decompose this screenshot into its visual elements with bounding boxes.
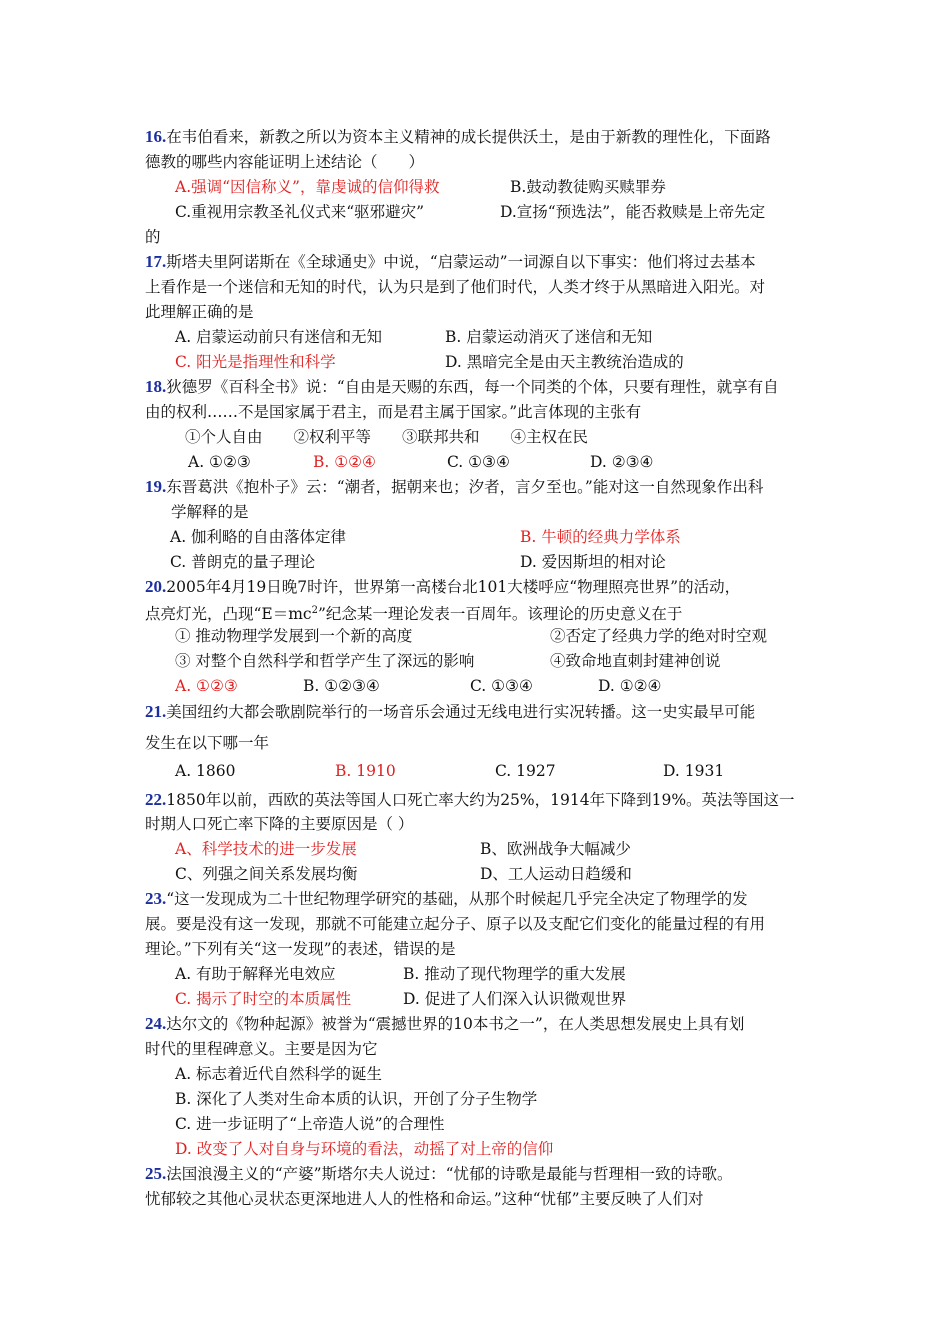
q18-items: ①个人自由 ②权利平等 ③联邦共和 ④主权在民 (185, 428, 589, 446)
q24-line1 (145, 1014, 744, 1034)
q25-number: 25. (145, 1164, 167, 1183)
q20-stem-2a: 点亮灯光，凸现“E＝mc (145, 605, 312, 624)
q19-stem-2: 学解释的是 (171, 503, 249, 521)
q18-line1 (145, 377, 779, 397)
q17-stem-3: 此理解正确的是 (145, 303, 254, 321)
q16-stem-2: 德教的哪些内容能证明上述结论（ ） (145, 153, 425, 171)
q19-option-d: D. 爱因斯坦的相对论 (520, 553, 666, 571)
q24-option-d: D. 改变了人对自身与环境的看法，动摇了对上帝的信仰 (175, 1140, 554, 1158)
q21-stem-1: 美国纽约大都会歌剧院举行的一场音乐会通过无线电进行实况转播。这一史实最早可能 (166, 703, 756, 721)
q19-stem-1: 东晋葛洪《抱朴子》云：“潮者，据朝来也；汐者，言夕至也。”能对这一自然现象作出科 (166, 478, 764, 496)
q20-option-d: D. ①②④ (598, 677, 662, 695)
q20-option-a: A. ①②③ (175, 677, 238, 695)
q19-option-a: A. 伽利略的自由落体定律 (170, 528, 347, 546)
q20-line2 (145, 601, 682, 624)
q17-option-b: B. 启蒙运动消灭了迷信和无知 (445, 328, 653, 346)
q24-number: 24. (145, 1014, 167, 1033)
q20-item-3: ③ 对整个自然科学和哲学产生了深远的影响 (175, 652, 475, 670)
q20-superscript: 2 (311, 605, 318, 616)
q23-line1 (145, 889, 748, 909)
q17-option-d: D. 黑暗完全是由天主教统治造成的 (445, 353, 684, 371)
q23-stem-2: 展。要是没有这一发现，那就不可能建立起分子、原子以及支配它们变化的能量过程的有用 (145, 915, 766, 933)
q17-option-a: A. 启蒙运动前只有迷信和无知 (175, 328, 383, 346)
q23-option-b: B. 推动了现代物理学的重大发展 (403, 965, 626, 983)
q17-stem-2: 上看作是一个迷信和无知的时代，认为只是到了他们时代，人类才终于从黑暗进入阳光。对 (145, 278, 766, 296)
q22-option-a: A、科学技术的进一步发展 (175, 840, 357, 858)
q19-option-c: C. 普朗克的量子理论 (170, 553, 316, 571)
q24-option-a: A. 标志着近代自然科学的诞生 (175, 1065, 383, 1083)
q24-option-b: B. 深化了人类对生命本质的认识，开创了分子生物学 (175, 1090, 538, 1108)
q21-option-b: B. 1910 (335, 762, 396, 780)
q19-line1 (145, 477, 763, 497)
q21-option-c: C. 1927 (495, 762, 556, 780)
q17-option-c: C. 阳光是指理性和科学 (175, 353, 336, 371)
q19-number: 19. (145, 477, 167, 496)
q22-option-c: C、列强之间关系发展均衡 (175, 865, 358, 883)
q21-option-d: D. 1931 (663, 762, 725, 780)
q16-line1 (145, 127, 771, 147)
q19-option-b: B. 牛顿的经典力学体系 (520, 528, 681, 546)
q23-stem-3: 理论。”下列有关“这一发现”的表述，错误的是 (145, 940, 456, 958)
q17-line1 (145, 252, 756, 272)
q20-line1 (145, 577, 740, 597)
q21-option-a: A. 1860 (175, 762, 236, 780)
q17-number: 17. (145, 252, 167, 271)
q22-line1 (145, 790, 795, 810)
q20-option-c: C. ①③④ (470, 677, 533, 695)
q24-stem-1: 达尔文的《物种起源》被誉为“震撼世界的10本书之一”，在人类思想发展史上具有划 (166, 1015, 745, 1033)
q20-stem-2b: ”纪念某一理论发表一百周年。该理论的历史意义在于 (318, 605, 683, 624)
q23-option-d: D. 促进了人们深入认识微观世界 (403, 990, 627, 1008)
q18-option-a: A. ①②③ (188, 453, 251, 471)
q18-option-b: B. ①②④ (313, 453, 376, 471)
q22-stem-2: 时期人口死亡率下降的主要原因是（ ） (145, 815, 414, 833)
q23-number: 23. (145, 889, 167, 908)
q22-option-b: B、欧洲战争大幅减少 (480, 840, 631, 858)
q20-stem-1: 2005年4月19日晚7时许，世界第一高楼台北101大楼呼应“物理照亮世界”的活动， (166, 578, 741, 596)
q16-option-d-cont: 的 (145, 228, 161, 246)
q23-option-a: A. 有助于解释光电效应 (175, 965, 336, 983)
q17-stem-1: 斯塔夫里阿诺斯在《全球通史》中说，“启蒙运动”一词源自以下事实：他们将过去基本 (166, 253, 756, 271)
q20-number: 20. (145, 577, 167, 596)
q16-stem-1: 在韦伯看来，新教之所以为资本主义精神的成长提供沃土，是由于新教的理性化，下面路 (166, 128, 771, 146)
q24-option-c: C. 进一步证明了“上帝造人说”的合理性 (175, 1115, 445, 1133)
q25-stem-2: 忧郁较之其他心灵状态更深地进人人的性格和命运。”这种“忧郁”主要反映了人们对 (145, 1190, 704, 1208)
q18-stem-1: 狄德罗《百科全书》说：“自由是天赐的东西，每一个同类的个体，只要有理性，就享有自 (166, 378, 779, 396)
q24-stem-2: 时代的里程碑意义。主要是因为它 (145, 1040, 378, 1058)
q16-option-d: D.宣扬“预选法”，能否救赎是上帝先定 (500, 203, 766, 221)
q22-option-d: D、工人运动日趋缓和 (480, 865, 632, 883)
q20-option-b: B. ①②③④ (303, 677, 380, 695)
q16-option-a: A.强调“因信称义”，靠虔诚的信仰得救 (175, 178, 440, 196)
q16-number: 16. (145, 127, 167, 146)
q16-option-c: C.重视用宗教圣礼仪式来“驱邪避灾” (175, 203, 425, 221)
q23-stem-1: “这一发现成为二十世纪物理学研究的基础，从那个时候起几乎完全决定了物理学的发 (166, 890, 748, 908)
q20-item-2: ②否定了经典力学的绝对时空观 (550, 627, 768, 645)
q18-option-d: D. ②③④ (590, 453, 654, 471)
q25-stem-1: 法国浪漫主义的“产婆”斯塔尔夫人说过：“忧郁的诗歌是最能与哲理相一致的诗歌。 (166, 1165, 733, 1183)
q21-line1 (145, 702, 755, 722)
q16-option-b: B.鼓动教徒购买赎罪券 (510, 178, 666, 196)
q18-stem-2: 由的权利……不是国家属于君主，而是君主属于国家。”此言体现的主张有 (145, 403, 642, 421)
q21-stem-2: 发生在以下哪一年 (145, 734, 270, 752)
q22-stem-1: 1850年以前，西欧的英法等国人口死亡率大约为25%，1914年下降到19%。英法等国这一 (166, 791, 795, 809)
q21-number: 21. (145, 702, 167, 721)
q22-number: 22. (145, 790, 167, 809)
q20-item-4: ④致命地直刺封建神创说 (550, 652, 721, 670)
q20-item-1: ① 推动物理学发展到一个新的高度 (175, 627, 413, 645)
q18-option-c: C. ①③④ (447, 453, 510, 471)
q25-line1 (145, 1164, 733, 1184)
q18-number: 18. (145, 377, 167, 396)
q23-option-c: C. 揭示了时空的本质属性 (175, 990, 352, 1008)
